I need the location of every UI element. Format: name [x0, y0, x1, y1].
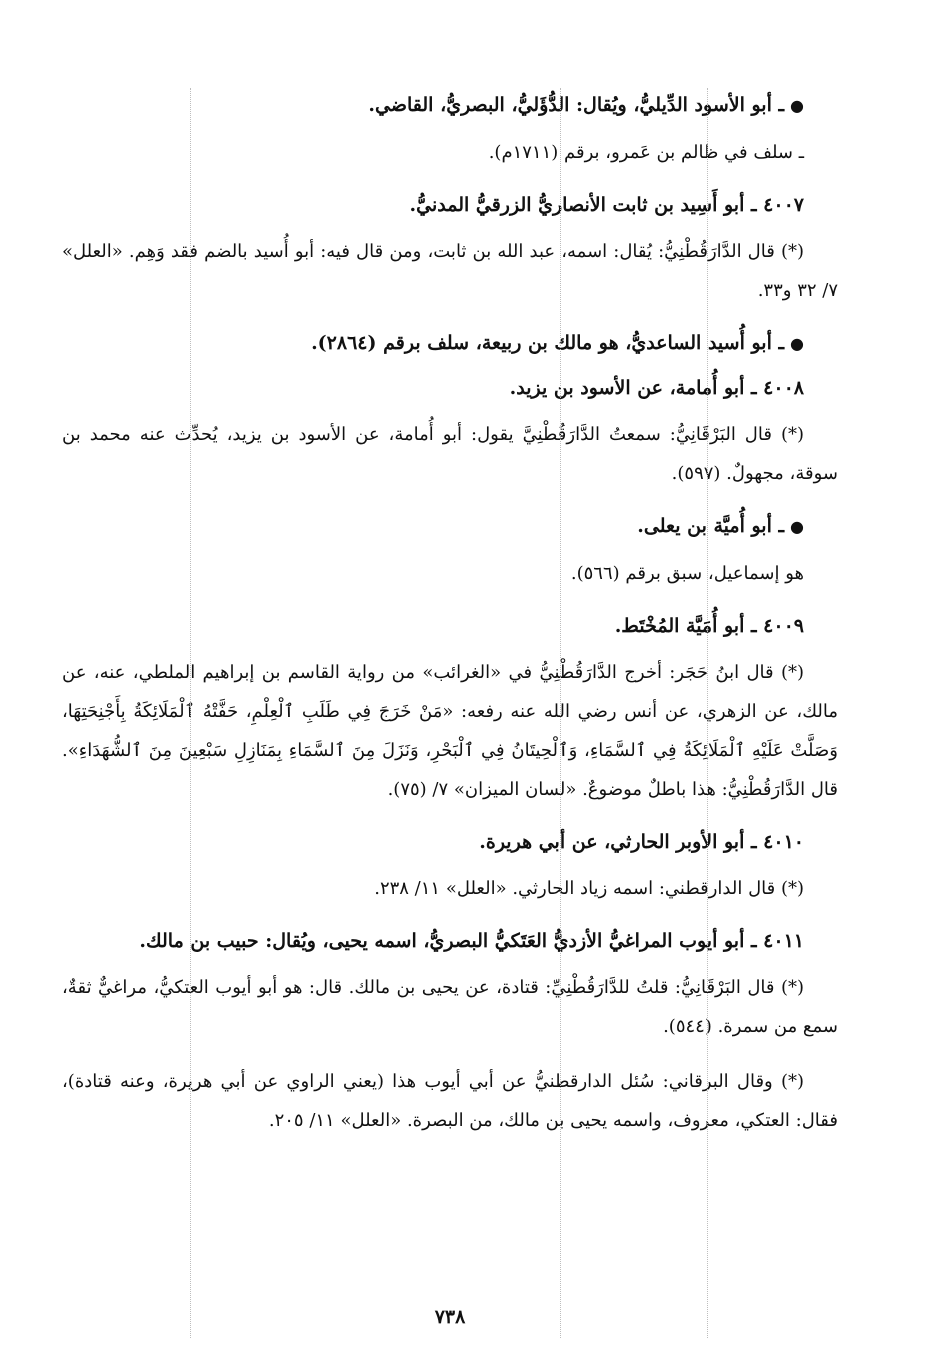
entry-heading: ٤٠١١ ـ أبو أيوب المراغيُّ الأزديُّ العَتَكيُّ البصريُّ، اسمه يحيى، ويُقال: حبيب بن مالك. — [139, 930, 804, 952]
scan-guide-line — [707, 88, 708, 1338]
scan-guide-line — [560, 88, 561, 1338]
entry-heading: ●ـ أبو أُسيد الساعديُّ، هو مالك بن ربيعة، سلف برقم (٢٨٦٤). — [311, 332, 804, 354]
entry-body: (*) وقال البرقاني: سُئل الدارقطنيُّ عن أبي أيوب هذا (يعني الراوي عن أبي هريرة، وعنه قتادة)، فقال: العتكي، معروف، واسمه يحيى بن مالك، من البصرة. «العلل» ١١/ ٢٠٥. — [62, 1071, 838, 1131]
bullet-icon: ● — [790, 96, 804, 115]
entry-body: (*) قال الدَّارَقُطْنِيُّ: يُقال: اسمه، عبد الله بن ثابت، ومن قال فيه: أبو أُسيد بالضم فقد وَهِم. «العلل» ٧/ ٣٢ و٣٣. — [62, 241, 838, 301]
entry-body: (*) قال الدارقطني: اسمه زياد الحارثي. «العلل» ١١/ ٢٣٨. — [374, 878, 804, 899]
entry-heading: ●ـ أبو أُميَّة بن يعلى. — [637, 515, 804, 537]
page-number: ٧٣٨ — [434, 1306, 466, 1328]
entry-body: ـ سلف في ظالم بن عَمرو، برقم (١٧١١م). — [488, 142, 804, 163]
bullet-icon: ● — [790, 334, 804, 353]
entry-body: (*) قال البَرْقَانِيُّ: سمعتُ الدَّارَقُطْنِيَّ يقول: أبو أُمامة، عن الأسود بن يزيد، يُحدِّث عنه محمد بن سوقة، مجهولٌ. (٥٩٧). — [62, 424, 838, 484]
entry-heading: ٤٠٠٧ ـ أبو أَسِيد بن ثابت الأنصاريُّ الزرقيُّ المدنيُّ. — [409, 194, 804, 216]
entry-heading: ٤٠٠٨ ـ أبو أُمامة، عن الأسود بن يزيد. — [509, 377, 804, 399]
entry-heading: ●ـ أبو الأسود الدِّيليُّ، ويُقال: الدُّؤَليُّ، البصريُّ، القاضي. — [368, 94, 804, 116]
entry-heading: ٤٠١٠ ـ أبو الأوبر الحارثي، عن أبي هريرة. — [479, 831, 804, 853]
scan-guide-line — [190, 88, 191, 1338]
entry-body: (*) قال ابنُ حَجَر: أخرج الدَّارَقُطْنِيُّ في «الغرائب» من رواية القاسم بن إبراهيم الملطي، عنه، عن مالك، عن الزهري، عن أنس رضي الله عنه رفعه: «مَنْ خَرَجَ فِي طَلَبِ ٱلْعِلْمِ، حَفَّتْهُ ٱلْمَلَائِكَةُ بِأَجْنِحَتِهَا، وَصَلَّتْ عَلَيْهِ ٱلْمَلَائِكَةُ فِي ٱلسَّمَاءِ، وَٱلْحِيتَانُ فِي ٱلْبَحْرِ، وَنَزَلَ مِنَ ٱلسَّمَاءِ بِمَنَازِلِ سَبْعِينَ مِنَ ٱلشُّهَدَاءِ». قال الدَّارَقُطْنِيُّ: هذا باطلٌ موضوعٌ. «لسان الميزان» ٧/ (٧٥). — [62, 662, 838, 800]
page — [62, 88, 838, 1338]
bullet-icon: ● — [790, 517, 804, 536]
entry-body: هو إسماعيل، سبق برقم (٥٦٦). — [570, 563, 804, 584]
entry-heading: ٤٠٠٩ ـ أبو أُمَيَّة المُخْتَط. — [614, 615, 804, 637]
entry-body: (*) قال البَرْقَانِيُّ: قلتُ للدَّارَقُطْنِيِّ: قتادة، عن يحيى بن مالك. قال: هو أبو أيوب العتكيُّ، مراغيٌّ ثقةٌ، سمع من سمرة. (٥٤٤). — [62, 977, 838, 1037]
